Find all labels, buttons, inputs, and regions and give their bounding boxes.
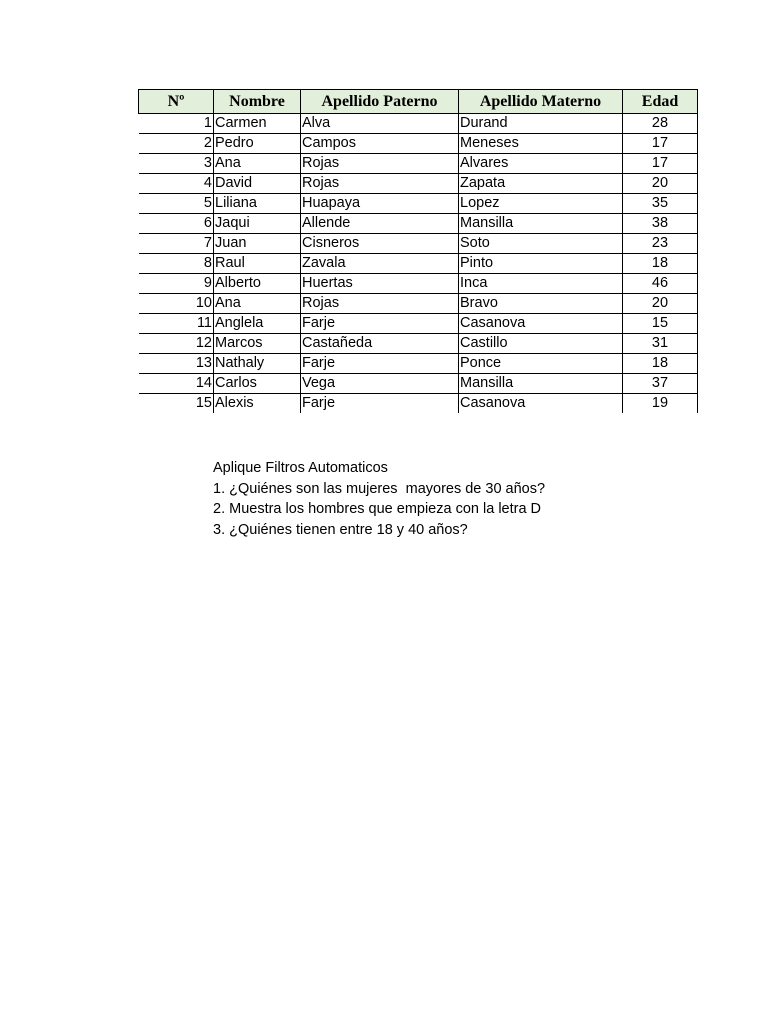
table-row <box>139 154 698 174</box>
table-row <box>139 254 698 274</box>
cell-apellido-paterno[interactable]: Campos <box>301 134 459 154</box>
cell-nombre[interactable]: Marcos <box>214 334 301 354</box>
cell-nombre[interactable]: Carlos <box>214 374 301 394</box>
table-row <box>139 334 698 354</box>
cell-nombre[interactable]: Alexis <box>214 394 301 414</box>
cell-apellido-paterno[interactable]: Vega <box>301 374 459 394</box>
cell-apellido-paterno[interactable]: Castañeda <box>301 334 459 354</box>
cell-edad[interactable]: 18 <box>623 354 698 374</box>
cell-apellido-paterno[interactable]: Rojas <box>301 154 459 174</box>
cell-edad[interactable]: 19 <box>623 394 698 414</box>
cell-no[interactable]: 9 <box>139 274 214 294</box>
cell-no[interactable]: 11 <box>139 314 214 334</box>
cell-no[interactable]: 3 <box>139 154 214 174</box>
cell-no[interactable]: 8 <box>139 254 214 274</box>
cell-no[interactable]: 14 <box>139 374 214 394</box>
cell-apellido-paterno[interactable]: Rojas <box>301 174 459 194</box>
cell-apellido-paterno[interactable]: Rojas <box>301 294 459 314</box>
cell-apellido-paterno[interactable]: Farje <box>301 354 459 374</box>
cell-apellido-materno[interactable]: Mansilla <box>459 214 623 234</box>
cell-edad[interactable]: 23 <box>623 234 698 254</box>
cell-apellido-materno[interactable]: Lopez <box>459 194 623 214</box>
cell-no[interactable]: 5 <box>139 194 214 214</box>
instruction-item-2: 2. Muestra los hombres que empieza con la letra D <box>213 501 542 517</box>
cell-edad[interactable]: 37 <box>623 374 698 394</box>
cell-edad[interactable]: 17 <box>623 154 698 174</box>
cell-edad[interactable]: 28 <box>623 114 698 134</box>
cell-no[interactable]: 7 <box>139 234 214 254</box>
cell-apellido-materno[interactable]: Casanova <box>459 314 623 334</box>
cell-nombre[interactable]: Raul <box>214 254 301 274</box>
cell-no[interactable]: 2 <box>139 134 214 154</box>
cell-apellido-paterno[interactable]: Zavala <box>301 254 459 274</box>
instruction-item-1: 1. ¿Quiénes son las mujeres mayores de 30 años? <box>213 480 546 497</box>
table-row <box>139 394 698 414</box>
header-no[interactable]: Nº <box>139 90 214 114</box>
cell-no[interactable]: 1 <box>139 114 214 134</box>
cell-edad[interactable]: 17 <box>623 134 698 154</box>
cell-nombre[interactable]: David <box>214 174 301 194</box>
cell-apellido-materno[interactable]: Soto <box>459 234 623 254</box>
header-edad[interactable]: Edad <box>623 90 698 114</box>
cell-apellido-materno[interactable]: Inca <box>459 274 623 294</box>
table-row <box>139 234 698 254</box>
cell-apellido-paterno[interactable]: Farje <box>301 314 459 334</box>
cell-edad[interactable]: 20 <box>623 294 698 314</box>
table-row <box>139 274 698 294</box>
cell-apellido-materno[interactable]: Meneses <box>459 134 623 154</box>
cell-apellido-materno[interactable]: Alvares <box>459 154 623 174</box>
cell-nombre[interactable]: Alberto <box>214 274 301 294</box>
cell-nombre[interactable]: Jaqui <box>214 214 301 234</box>
cell-nombre[interactable]: Pedro <box>214 134 301 154</box>
cell-apellido-materno[interactable]: Bravo <box>459 294 623 314</box>
cell-apellido-materno[interactable]: Castillo <box>459 334 623 354</box>
instruction-item-3: 3. ¿Quiénes tienen entre 18 y 40 años? <box>213 521 468 538</box>
cell-nombre[interactable]: Liliana <box>214 194 301 214</box>
cell-apellido-paterno[interactable]: Huertas <box>301 274 459 294</box>
cell-no[interactable]: 10 <box>139 294 214 314</box>
cell-no[interactable]: 6 <box>139 214 214 234</box>
cell-apellido-paterno[interactable]: Alva <box>301 114 459 134</box>
table-row <box>139 134 698 154</box>
header-apellido-paterno[interactable]: Apellido Paterno <box>301 90 459 114</box>
cell-nombre[interactable]: Carmen <box>214 114 301 134</box>
cell-nombre[interactable]: Ana <box>214 294 301 314</box>
cell-no[interactable]: 13 <box>139 354 214 374</box>
cell-edad[interactable]: 31 <box>623 334 698 354</box>
cell-no[interactable]: 15 <box>195 395 212 411</box>
table-row <box>139 314 698 334</box>
table-row <box>139 294 698 314</box>
header-row <box>139 90 698 114</box>
people-table <box>138 89 698 413</box>
header-apellido-materno[interactable]: Apellido Materno <box>459 90 623 114</box>
cell-no[interactable]: 12 <box>139 334 214 354</box>
cell-apellido-paterno[interactable]: Huapaya <box>301 194 459 214</box>
header-nombre[interactable]: Nombre <box>214 90 301 114</box>
cell-apellido-materno[interactable]: Ponce <box>459 354 623 374</box>
cell-apellido-materno[interactable]: Zapata <box>459 174 623 194</box>
cell-edad[interactable]: 35 <box>623 194 698 214</box>
cell-apellido-paterno[interactable]: Farje <box>301 394 459 414</box>
table-row <box>139 354 698 374</box>
cell-apellido-materno[interactable]: Casanova <box>459 394 623 414</box>
cell-apellido-materno[interactable]: Durand <box>459 114 623 134</box>
cell-nombre[interactable]: Ana <box>214 154 301 174</box>
cell-edad[interactable]: 46 <box>623 274 698 294</box>
table-row <box>139 374 698 394</box>
cell-nombre[interactable]: Nathaly <box>214 354 301 374</box>
table-row <box>139 214 698 234</box>
cell-edad[interactable]: 20 <box>623 174 698 194</box>
cell-edad[interactable]: 18 <box>623 254 698 274</box>
cell-nombre[interactable]: Juan <box>214 234 301 254</box>
table-row <box>139 114 698 134</box>
table-row <box>139 194 698 214</box>
cell-apellido-paterno[interactable]: Allende <box>301 214 459 234</box>
cell-no[interactable]: 4 <box>139 174 214 194</box>
table-row <box>139 174 698 194</box>
cell-edad[interactable]: 15 <box>623 314 698 334</box>
cell-apellido-paterno[interactable]: Cisneros <box>301 234 459 254</box>
cell-nombre[interactable]: Anglela <box>214 314 301 334</box>
cell-apellido-materno[interactable]: Pinto <box>459 254 623 274</box>
instructions-title: Aplique Filtros Automaticos <box>213 460 388 476</box>
instructions-block <box>213 458 545 540</box>
cell-edad[interactable]: 38 <box>623 214 698 234</box>
cell-apellido-materno[interactable]: Mansilla <box>459 374 623 394</box>
